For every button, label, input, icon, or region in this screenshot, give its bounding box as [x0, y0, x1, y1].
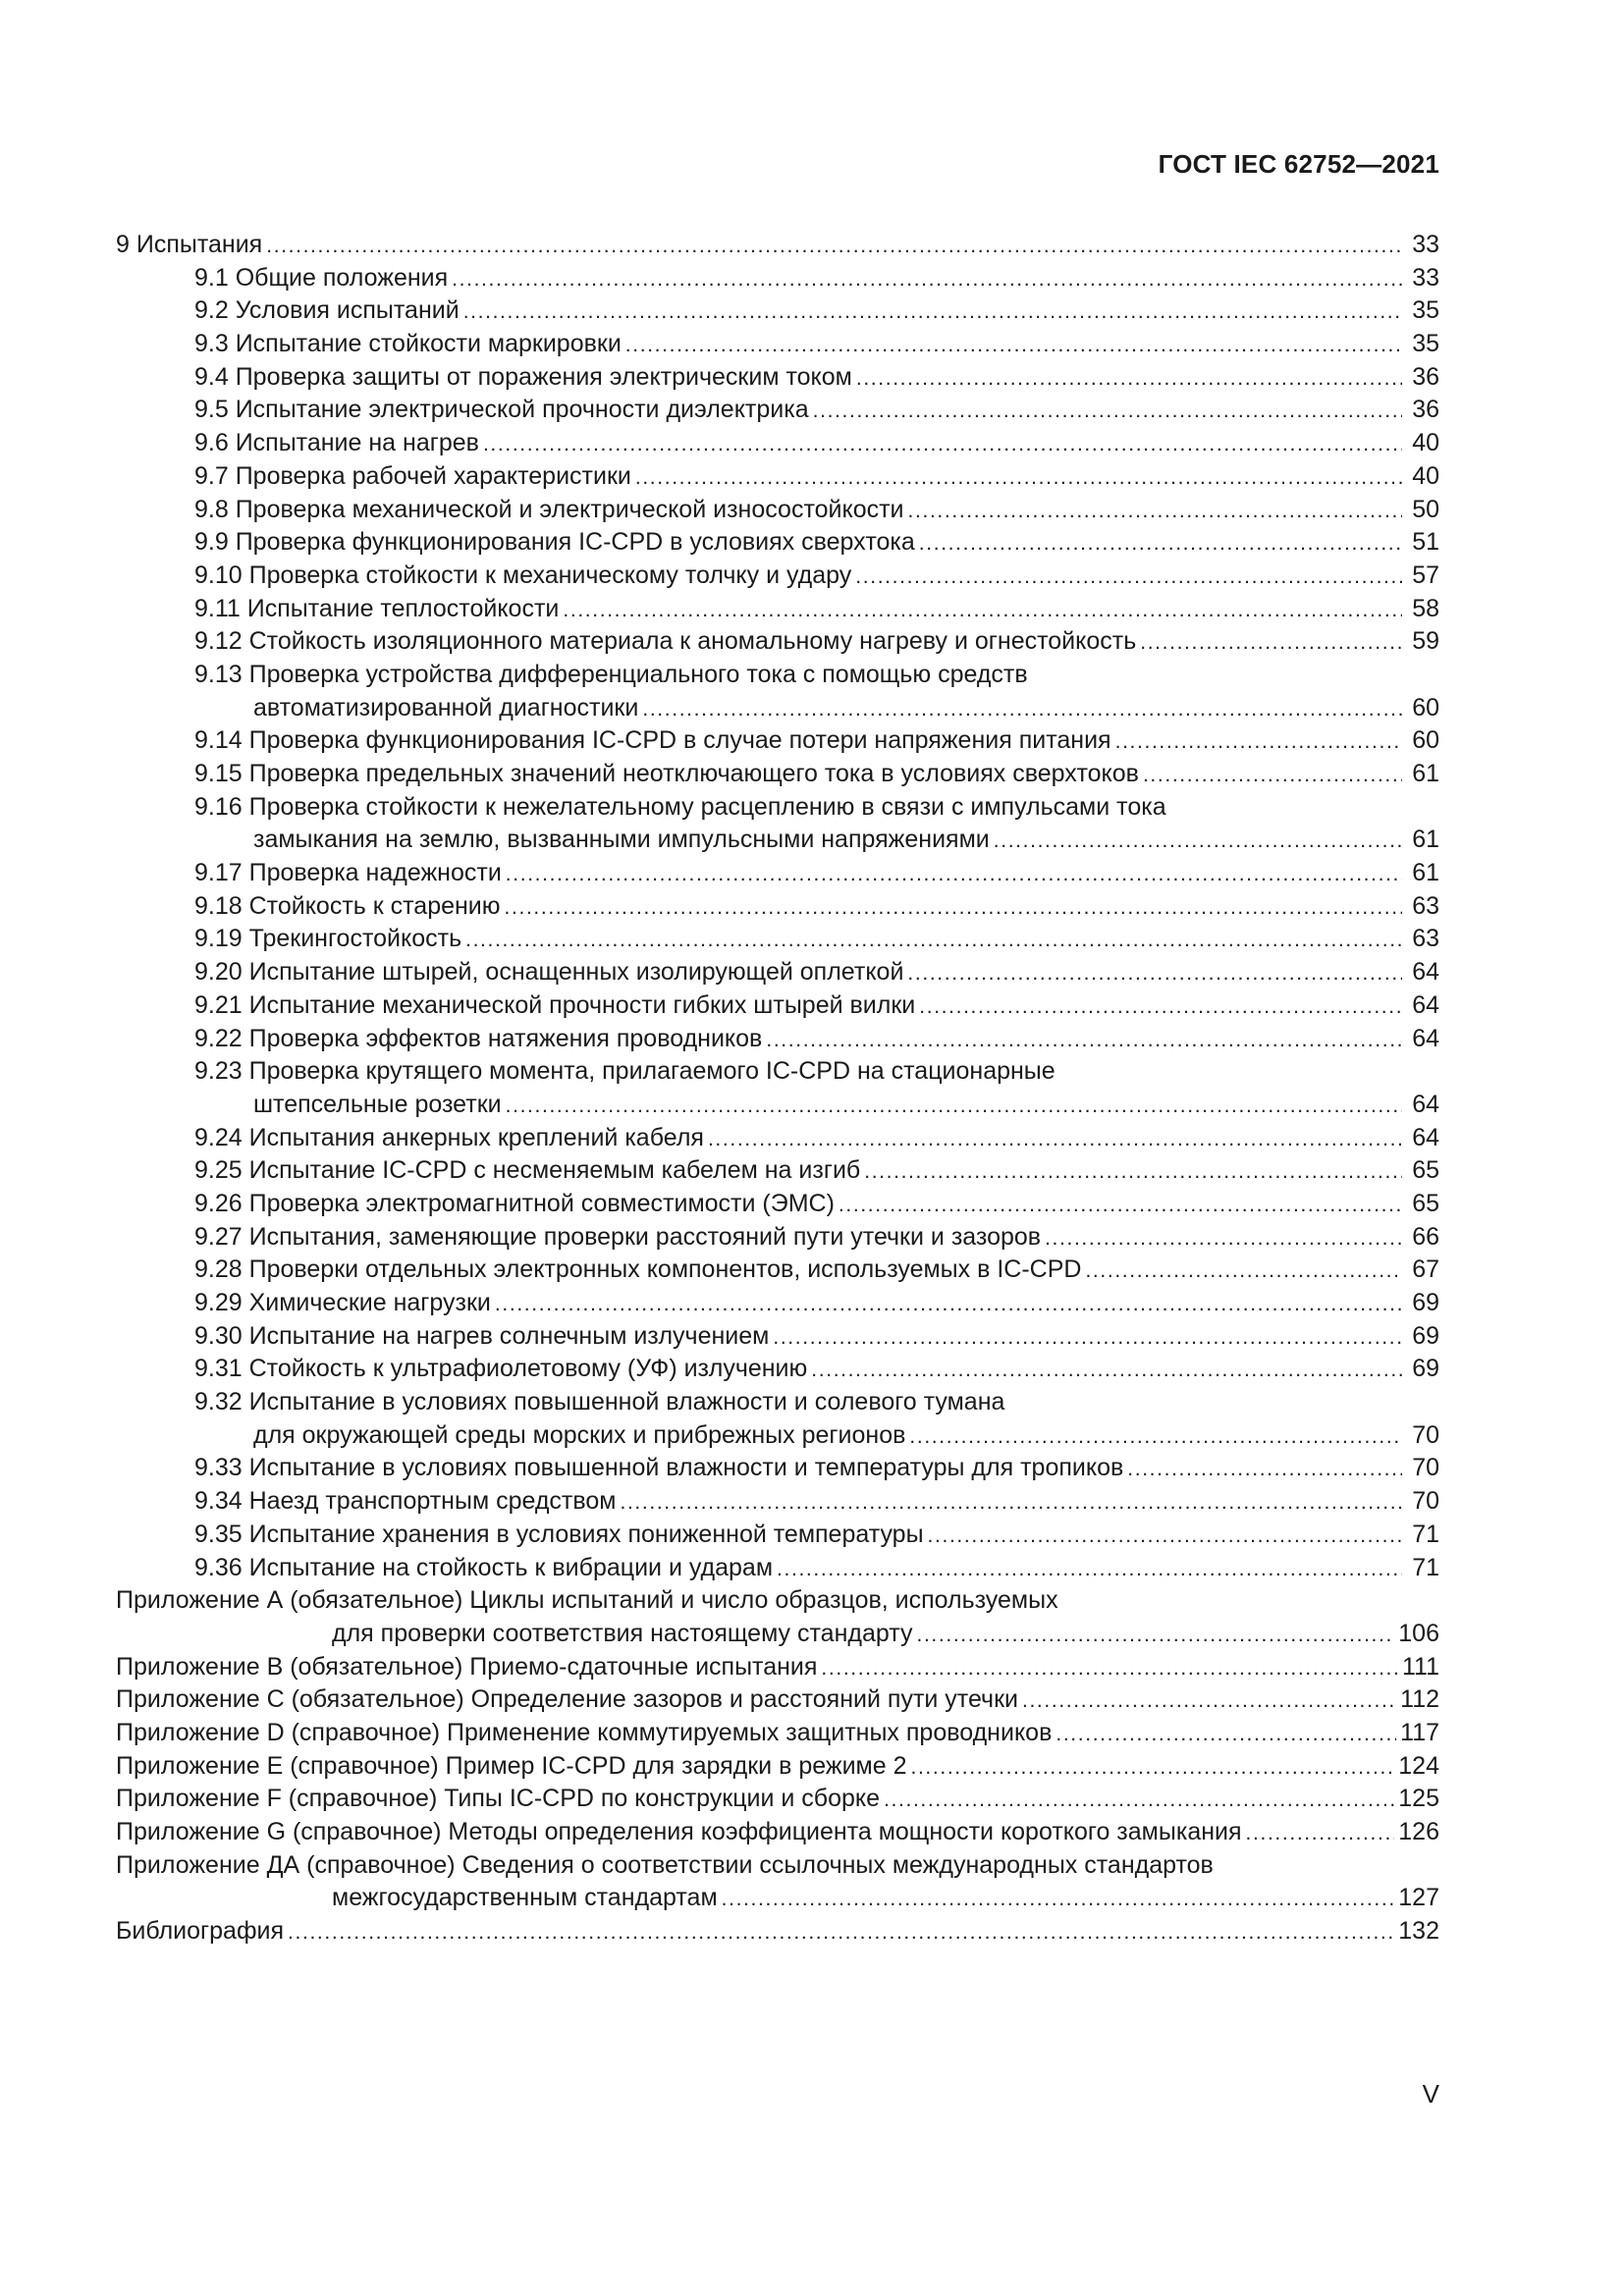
toc-entry-page: 117 — [1400, 1718, 1439, 1746]
toc-entry-page: 35 — [1412, 330, 1439, 358]
toc-entry-page: 61 — [1412, 859, 1439, 887]
toc-entry-page: 63 — [1412, 925, 1439, 953]
toc-entry-continuation: межгосударственным стандартам — [332, 1884, 718, 1912]
toc-entry[interactable] — [116, 1783, 1439, 1816]
toc-entry-title: 9.30 Испытание на нагрев солнечным излучением — [194, 1321, 770, 1350]
toc-entry-title: Приложение G (справочное) Методы определения коэффициента мощности короткого замыкания — [116, 1818, 1242, 1845]
toc-entry-page: 111 — [1401, 1652, 1439, 1681]
toc-entry-title[interactable]: Приложение ДА (справочное) Сведения о соответствии ссылочных международных стандартов — [116, 1850, 1214, 1879]
toc-entry[interactable] — [116, 1618, 1439, 1651]
toc-entry[interactable] — [116, 989, 1439, 1023]
toc-entry-title: Приложение Е (справочное) Пример IC-CPD для зарядки в режиме 2 — [116, 1751, 907, 1780]
toc-entry-page: 36 — [1412, 396, 1439, 424]
toc-leader-dots — [908, 494, 1402, 528]
toc-entry-page: 127 — [1398, 1884, 1439, 1912]
toc-entry-title: 9.8 Проверка механической и электрической износостойкости — [194, 495, 904, 523]
toc-entry-title: 9.34 Наезд транспортным средством — [194, 1487, 617, 1516]
toc-entry-page: 69 — [1412, 1321, 1439, 1350]
toc-entry[interactable] — [116, 229, 1439, 262]
toc-entry[interactable] — [116, 692, 1439, 725]
toc-entry-title: Приложение С (обязательное) Определение зазоров и расстояний пути утечки — [116, 1685, 1018, 1714]
toc-entry[interactable] — [116, 1287, 1439, 1320]
toc-leader-dots — [994, 824, 1402, 858]
toc-entry-title: 9 Испытания — [116, 231, 263, 258]
toc-leader-dots — [1045, 1221, 1402, 1255]
toc-entry-page: 33 — [1412, 263, 1439, 292]
toc-entry[interactable] — [116, 724, 1439, 758]
toc-entry-page: 132 — [1398, 1917, 1439, 1946]
toc-leader-dots — [635, 460, 1402, 495]
toc-leader-dots — [505, 890, 1402, 925]
toc-entry[interactable] — [116, 890, 1439, 924]
toc-entry-title: 9.12 Стойкость изоляционного материала к аномальному нагреву и огнестойкость — [194, 627, 1137, 656]
toc-entry-page: 70 — [1412, 1454, 1439, 1482]
toc-entry-page: 70 — [1412, 1420, 1439, 1449]
toc-entry[interactable] — [116, 1651, 1439, 1684]
toc-entry-title: 9.2 Условия испытаний — [194, 296, 460, 325]
toc-entry[interactable] — [116, 1717, 1439, 1750]
toc-entry[interactable] — [116, 758, 1439, 791]
toc-entry-page: 58 — [1412, 594, 1439, 622]
toc-entry-title: 9.15 Проверка предельных значений неотключающего тока в условиях сверхтоков — [194, 760, 1139, 787]
toc-entry[interactable] — [116, 625, 1439, 659]
toc-entry[interactable] — [116, 1023, 1439, 1056]
toc-entry-title: 9.1 Общие положения — [194, 263, 449, 292]
table-of-contents — [116, 229, 1439, 1949]
toc-entry-page: 67 — [1412, 1255, 1439, 1284]
toc-leader-dots — [1246, 1816, 1395, 1850]
toc-entry-title: 9.27 Испытания, заменяющие проверки расстояний пути утечки и зазоров — [194, 1222, 1042, 1251]
toc-leader-dots — [625, 328, 1402, 362]
toc-entry[interactable] — [116, 1552, 1439, 1585]
toc-entry-title: 9.11 Испытание теплостойкости — [194, 594, 560, 622]
toc-leader-dots — [821, 1651, 1398, 1685]
toc-leader-dots — [620, 1485, 1402, 1520]
toc-entry-page: 40 — [1412, 429, 1439, 457]
toc-entry-title: 9.19 Трекингостойкость — [194, 925, 462, 953]
toc-entry-page: 60 — [1412, 693, 1439, 721]
toc-entry-title: Библиография — [116, 1917, 285, 1946]
toc-entry-title: 9.7 Проверка рабочей характеристики — [194, 461, 631, 490]
toc-leader-dots — [928, 1519, 1402, 1553]
toc-entry-page: 33 — [1412, 231, 1439, 258]
toc-leader-dots — [839, 1188, 1402, 1222]
toc-entry[interactable] — [116, 1882, 1439, 1915]
toc-leader-dots — [813, 394, 1402, 428]
toc-leader-dots — [266, 229, 1402, 263]
toc-entry-title: 9.5 Испытание электрической прочности диэлектрика — [194, 396, 809, 424]
toc-entry-title: Приложение D (справочное) Применение коммутируемых защитных проводников — [116, 1718, 1053, 1746]
toc-leader-dots — [916, 1618, 1394, 1652]
toc-entry[interactable] — [116, 1254, 1439, 1287]
toc-entry-title: Приложение F (справочное) Типы IC-CPD по конструкции и сборке — [116, 1785, 881, 1813]
toc-entry[interactable] — [116, 494, 1439, 527]
toc-leader-dots — [855, 560, 1402, 594]
toc-entry[interactable] — [116, 560, 1439, 593]
toc-entry-title: 9.29 Химические нагрузки — [194, 1289, 491, 1316]
toc-entry-page: 63 — [1412, 891, 1439, 920]
toc-entry-page: 65 — [1412, 1189, 1439, 1217]
toc-leader-dots — [452, 262, 1402, 296]
toc-leader-dots — [766, 1023, 1402, 1057]
toc-leader-dots — [907, 956, 1402, 990]
toc-entry-title: 9.20 Испытание штырей, оснащенных изолирующей оплеткой — [194, 958, 904, 987]
toc-entry[interactable] — [116, 1353, 1439, 1386]
toc-leader-dots — [777, 1552, 1402, 1586]
toc-entry-page: 64 — [1412, 990, 1439, 1019]
toc-leader-dots — [1115, 724, 1402, 759]
toc-entry-page: 51 — [1412, 528, 1439, 557]
toc-entry-page: 64 — [1412, 1024, 1439, 1052]
toc-entry-title: Приложение В (обязательное) Приемо-сдаточные испытания — [116, 1652, 818, 1681]
toc-entry-title: 9.21 Испытание механической прочности гибких штырей вилки — [194, 990, 916, 1019]
toc-leader-dots — [1127, 1452, 1402, 1486]
toc-leader-dots — [811, 1353, 1402, 1387]
toc-leader-dots — [884, 1783, 1394, 1817]
toc-entry[interactable] — [116, 1320, 1439, 1354]
toc-leader-dots — [1085, 1254, 1402, 1288]
toc-entry[interactable] — [116, 1683, 1439, 1717]
toc-entry-title[interactable]: 9.23 Проверка крутящего момента, прилагаемого IC-CPD на стационарные — [194, 1057, 1056, 1086]
toc-entry[interactable] — [116, 923, 1439, 956]
toc-entry-title: 9.24 Испытания анкерных креплений кабеля — [194, 1123, 704, 1151]
toc-leader-dots — [1140, 625, 1402, 660]
toc-entry-title: 9.6 Испытание на нагрев — [194, 429, 479, 457]
toc-entry-title: 9.35 Испытание хранения в условиях пониженной температуры — [194, 1520, 924, 1548]
toc-entry-page: 112 — [1400, 1685, 1439, 1714]
toc-entry-page: 59 — [1412, 627, 1439, 656]
toc-entry-page: 71 — [1412, 1553, 1439, 1581]
toc-entry-title: 9.4 Проверка защиты от поражения электрическим током — [194, 362, 852, 391]
toc-entry-title[interactable]: Приложение А (обязательное) Циклы испытаний и число образцов, используемых — [116, 1586, 1058, 1615]
toc-entry[interactable] — [116, 1750, 1439, 1784]
toc-entry-page: 66 — [1412, 1222, 1439, 1251]
toc-entry-title: 9.3 Испытание стойкости маркировки — [194, 330, 622, 358]
toc-leader-dots — [919, 989, 1402, 1024]
toc-leader-dots — [1056, 1717, 1396, 1751]
toc-leader-dots — [463, 294, 1402, 329]
toc-entry-page: 40 — [1412, 461, 1439, 490]
toc-entry-title: 9.22 Проверка эффектов натяжения проводников — [194, 1024, 763, 1052]
toc-leader-dots — [773, 1320, 1402, 1355]
toc-entry-title[interactable]: 9.32 Испытание в условиях повышенной влажности и солевого тумана — [194, 1388, 1005, 1416]
toc-entry-continuation: для проверки соответствия настоящему стандарту — [332, 1619, 913, 1647]
toc-entry-title[interactable]: 9.16 Проверка стойкости к нежелательному расцеплению в связи с импульсами тока — [194, 792, 1166, 821]
toc-entry[interactable] — [116, 460, 1439, 494]
toc-entry-page: 71 — [1412, 1520, 1439, 1548]
toc-entry-title: 9.33 Испытание в условиях повышенной влажности и температуры для тропиков — [194, 1454, 1124, 1482]
toc-leader-dots — [465, 923, 1402, 957]
toc-entry-page: 64 — [1412, 1090, 1439, 1118]
toc-entry[interactable] — [116, 956, 1439, 989]
toc-entry[interactable] — [116, 294, 1439, 328]
toc-entry[interactable] — [116, 857, 1439, 890]
toc-entry-title: 9.36 Испытание на стойкость к вибрации и ударам — [194, 1553, 774, 1581]
toc-entry-page: 65 — [1412, 1156, 1439, 1185]
toc-entry[interactable] — [116, 1816, 1439, 1849]
toc-leader-dots — [910, 1750, 1394, 1785]
toc-entry[interactable] — [116, 1485, 1439, 1519]
toc-entry[interactable] — [116, 1419, 1439, 1453]
toc-entry[interactable] — [116, 394, 1439, 427]
toc-leader-dots — [708, 1122, 1402, 1156]
toc-entry[interactable] — [116, 824, 1439, 857]
toc-entry[interactable] — [116, 1122, 1439, 1155]
toc-leader-dots — [288, 1915, 1394, 1949]
toc-entry-title: 9.17 Проверка надежности — [194, 859, 502, 887]
toc-entry[interactable] — [116, 1519, 1439, 1552]
toc-entry[interactable] — [116, 361, 1439, 395]
toc-leader-dots — [563, 593, 1402, 627]
toc-leader-dots — [919, 526, 1402, 561]
toc-entry-title: 9.18 Стойкость к старению — [194, 891, 501, 920]
toc-entry[interactable] — [116, 1188, 1439, 1221]
toc-leader-dots — [506, 1089, 1402, 1123]
toc-entry-page: 60 — [1412, 726, 1439, 755]
toc-entry[interactable] — [116, 593, 1439, 626]
toc-leader-dots — [506, 857, 1402, 891]
toc-entry-page: 126 — [1398, 1818, 1439, 1845]
page-number: V — [1422, 2079, 1439, 2109]
toc-entry-continuation: автоматизированной диагностики — [253, 693, 639, 721]
toc-leader-dots — [864, 1154, 1402, 1189]
toc-entry-page: 36 — [1412, 362, 1439, 391]
toc-leader-dots — [495, 1287, 1402, 1321]
toc-entry-title[interactable]: 9.13 Проверка устройства дифференциального тока с помощью средств — [194, 660, 1028, 688]
toc-entry-title: 9.10 Проверка стойкости к механическому толчку и удару — [194, 561, 852, 589]
toc-entry[interactable] — [116, 1154, 1439, 1188]
toc-entry-page: 106 — [1398, 1619, 1439, 1647]
toc-entry-page: 61 — [1412, 826, 1439, 854]
toc-entry-page: 57 — [1412, 561, 1439, 589]
toc-leader-dots — [856, 361, 1402, 396]
toc-entry-page: 35 — [1412, 296, 1439, 325]
toc-entry[interactable] — [116, 1089, 1439, 1122]
toc-entry-page: 69 — [1412, 1289, 1439, 1316]
toc-entry-title: 9.28 Проверки отдельных электронных компонентов, используемых в IC-CPD — [194, 1255, 1082, 1284]
toc-entry-page: 61 — [1412, 760, 1439, 787]
toc-entry-title: 9.26 Проверка электромагнитной совместимости (ЭМС) — [194, 1189, 835, 1217]
toc-entry[interactable] — [116, 526, 1439, 560]
toc-leader-dots — [722, 1882, 1395, 1916]
toc-entry-title: 9.25 Испытание IC-CPD с несменяемым кабелем на изгиб — [194, 1156, 861, 1185]
toc-entry[interactable] — [116, 328, 1439, 361]
toc-entry-title: 9.31 Стойкость к ультрафиолетовому (УФ) излучению — [194, 1355, 808, 1383]
toc-entry[interactable] — [116, 262, 1439, 295]
toc-entry-title: 9.14 Проверка функционирования IC-CPD в случае потери напряжения питания — [194, 726, 1111, 755]
toc-entry-page: 69 — [1412, 1355, 1439, 1383]
toc-entry-page: 124 — [1398, 1751, 1439, 1780]
toc-entry[interactable] — [116, 1221, 1439, 1255]
toc-leader-dots — [1143, 758, 1402, 792]
toc-entry-continuation: для окружающей среды морских и прибрежных регионов — [253, 1420, 906, 1449]
toc-leader-dots — [909, 1419, 1402, 1454]
toc-leader-dots — [642, 692, 1402, 726]
toc-entry-page: 125 — [1398, 1785, 1439, 1813]
toc-leader-dots — [1022, 1683, 1396, 1718]
toc-entry-page: 64 — [1412, 958, 1439, 987]
toc-entry-continuation: замыкания на землю, вызванными импульсными напряжениями — [253, 826, 990, 854]
toc-entry-title: 9.9 Проверка функционирования IC-CPD в условиях сверхтока — [194, 528, 915, 557]
toc-entry[interactable] — [116, 1915, 1439, 1949]
toc-entry[interactable] — [116, 427, 1439, 460]
toc-entry-continuation: штепсельные розетки — [253, 1090, 502, 1118]
toc-entry[interactable] — [116, 1452, 1439, 1485]
toc-entry-page: 70 — [1412, 1487, 1439, 1516]
toc-entry-page: 50 — [1412, 495, 1439, 523]
document-header: ГОСТ IEC 62752—2021 — [1158, 149, 1439, 179]
toc-entry-page: 64 — [1412, 1123, 1439, 1151]
toc-leader-dots — [483, 427, 1402, 461]
